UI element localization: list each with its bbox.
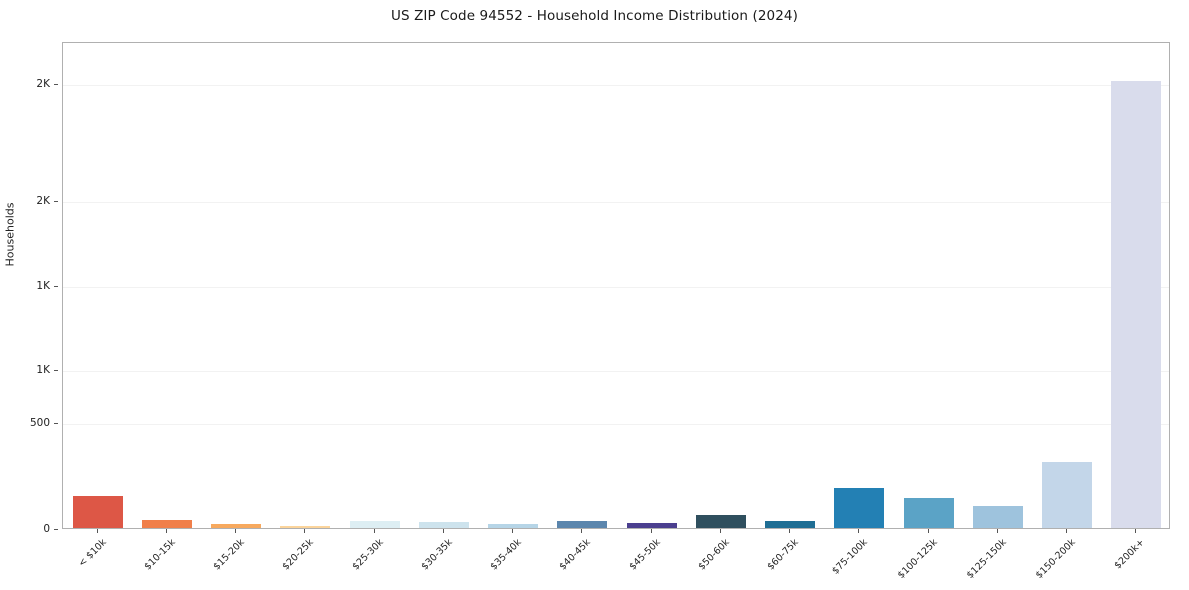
y-tick-label: 2K — [36, 78, 50, 91]
x-tick-label: $15-20k — [211, 537, 247, 573]
y-tick-mark — [54, 423, 58, 424]
y-tick-mark — [54, 201, 58, 202]
y-tick-label: 2K — [36, 194, 50, 207]
x-tick-label: $10-15k — [142, 537, 178, 573]
x-tick-mark — [1066, 529, 1067, 533]
x-tick-mark — [166, 529, 167, 533]
x-tick-mark — [997, 529, 998, 533]
x-tick-label: $200k+ — [1112, 537, 1148, 572]
x-tick-mark — [581, 529, 582, 533]
chart-title: US ZIP Code 94552 - Household Income Distribution (2024) — [391, 8, 798, 24]
x-tick-mark — [374, 529, 375, 533]
x-tick-label: < $10k — [76, 537, 109, 570]
x-axis — [62, 529, 1170, 590]
x-tick-mark — [789, 529, 790, 533]
x-tick-mark — [512, 529, 513, 533]
x-tick-label: $40-45k — [557, 537, 594, 573]
y-tick-mark — [54, 84, 58, 85]
y-tick-label: 0 — [43, 523, 50, 535]
x-tick-label: $100-125k — [895, 537, 940, 582]
x-tick-label: $60-75k — [765, 537, 801, 573]
x-tick-mark — [304, 529, 305, 533]
x-tick-label: $150-200k — [1033, 537, 1078, 582]
y-tick-mark — [54, 286, 58, 287]
bar[interactable] — [1042, 462, 1092, 528]
y-tick-mark — [54, 529, 58, 530]
x-tick-mark — [720, 529, 721, 533]
y-tick-label: 500 — [29, 417, 50, 430]
x-tick-label: $75-100k — [830, 537, 871, 577]
y-tick-label: 1K — [36, 364, 50, 377]
y-tick-mark — [54, 370, 58, 371]
y-axis-title: Households — [3, 202, 17, 267]
x-tick-label: $45-50k — [626, 537, 663, 573]
x-tick-mark — [235, 529, 236, 533]
x-tick-mark — [443, 529, 444, 533]
y-axis — [0, 42, 58, 535]
y-tick-label: 1K — [36, 279, 50, 292]
x-tick-mark — [928, 529, 929, 533]
x-tick-label: $20-25k — [280, 537, 317, 573]
plot-area — [62, 42, 1170, 529]
x-tick-label: $50-60k — [696, 537, 732, 573]
x-tick-label: $25-30k — [349, 537, 386, 573]
x-tick-mark — [858, 529, 859, 533]
x-tick-mark — [651, 529, 652, 533]
x-tick-label: $35-40k — [488, 537, 524, 573]
x-tick-label: $125-150k — [964, 537, 1009, 582]
x-tick-mark — [97, 529, 98, 533]
x-tick-mark — [1135, 529, 1136, 533]
bar[interactable] — [1111, 81, 1161, 528]
bars — [63, 43, 1169, 528]
x-tick-label: $30-35k — [419, 537, 455, 573]
